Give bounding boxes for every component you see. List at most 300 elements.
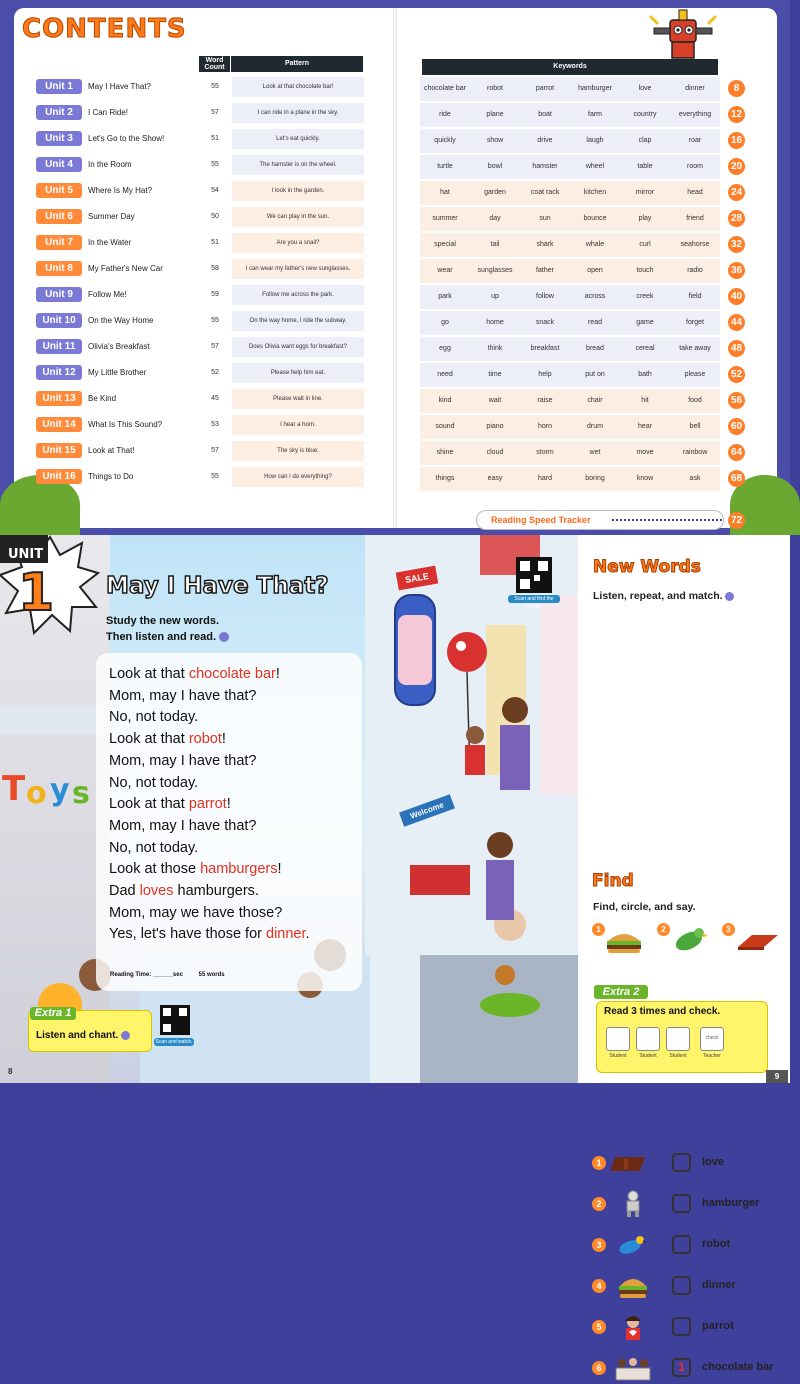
story-title: May I Have That? [106,573,329,599]
page-number-right: 9 [766,1070,788,1083]
welcome-mat: Welcome [399,794,455,827]
keyword: read [587,319,602,326]
robot-icon [612,1190,654,1218]
pattern-sentence: The hamster is on the wheel. [232,155,364,175]
keyword: game [636,319,654,326]
pattern-sentence: I can ride in a plane in the sky. [232,103,364,123]
keyword: summer [432,215,458,222]
unit-badge: Unit 13 [36,391,82,406]
unit-badge: Unit 3 [36,131,82,146]
unit-badge: Unit 6 [36,209,82,224]
keyword: drum [587,423,603,430]
story-text-segment: Dad [109,883,140,900]
keyword-row [420,233,720,257]
unit-row[interactable] [34,284,366,306]
new-word-number: 6 [592,1361,606,1375]
word-count: 55 [211,161,219,168]
new-word-label: dinner [702,1279,736,1291]
story-text-segment: ! [277,861,282,878]
page-number-badge[interactable]: 16 [728,132,745,149]
keyword: head [687,189,703,196]
unit-badge: Unit 8 [36,261,82,276]
keyword: parrot [535,85,555,92]
keyword: love [638,85,652,92]
keyword: hear [637,423,652,430]
unit-row[interactable] [34,180,366,202]
keyword: open [587,267,603,274]
word-count: 53 [211,421,219,428]
keyword: sunglasses [477,267,513,274]
extra1-tag: Extra 1 [30,1007,76,1020]
story-text-segment: Yes, let's have those for [109,926,266,943]
audio-icon[interactable] [725,592,734,601]
keyword: tail [490,241,500,248]
word-count: 57 [211,447,219,454]
contents-title: CONTENTS [22,14,187,44]
new-word-number: 2 [592,1197,606,1211]
pattern-sentence: I look in the garden. [232,181,364,201]
unit-badge: Unit 1 [36,79,82,94]
new-word-label: chocolate bar [702,1361,774,1373]
word-count: 51 [211,239,219,246]
keyword: bell [689,423,701,430]
keyword: boring [585,475,605,482]
new-word-number: 4 [592,1279,606,1293]
unit-row[interactable] [34,154,366,176]
book-spine [393,8,397,528]
story-text-segment: . [305,926,310,943]
story-text-segment: Mom, may we have those? [109,904,283,921]
unit-title: My Father's New Car [88,264,163,273]
qr-code-tracks[interactable] [516,557,552,593]
unit-badge: Unit 15 [36,443,82,458]
story-text-segment: Look at that [109,796,189,813]
word-count: 57 [211,109,219,116]
story-line [109,903,310,925]
word-count: 54 [211,187,219,194]
pattern-sentence: Look at that chocolate bar! [232,77,364,97]
keyword: seahorse [680,241,710,248]
new-word-row [590,1313,790,1343]
keyword: robot [487,85,503,92]
reading-time-label: Reading Time: ______sec [110,972,183,978]
check-box-student-2[interactable] [636,1027,660,1051]
page-number-badge[interactable]: 32 [728,236,745,253]
new-word-row [590,1149,790,1179]
keyword: home [486,319,504,326]
match-box[interactable] [672,1235,691,1254]
story-text-segment: hamburgers. [173,883,259,900]
unit-title: Be Kind [88,394,117,403]
check-label: Teacher [703,1053,721,1059]
page-number-badge[interactable]: 40 [728,288,745,305]
keyword-row [420,129,720,153]
love-icon [612,1313,654,1341]
extra1-text: Listen and chant. [36,1030,130,1041]
page-number-badge[interactable]: 60 [728,418,745,435]
new-word-label: parrot [702,1320,734,1332]
keyword: wait [488,397,502,404]
keyword: help [538,371,552,378]
keyword: bowl [487,163,503,170]
unit-row[interactable] [34,466,366,488]
story-text-segment: ! [226,796,231,813]
pattern-sentence: Let's eat quickly. [232,129,364,149]
hamburger-icon [612,1272,654,1300]
study-line-1: Study the new words. [106,615,220,627]
story-word-count: 55 words [198,972,225,978]
story-text-segment: No, not today. [109,774,199,791]
match-box[interactable] [672,1317,691,1336]
page-number-badge[interactable]: 68 [728,470,745,487]
story-line [109,859,310,881]
unit-title: Follow Me! [88,290,127,299]
store-scene [0,535,578,1083]
story-text-segment: No, not today. [109,709,199,726]
keyword: chair [587,397,603,404]
svg-text:y: y [50,773,70,808]
check-box-student-3[interactable] [666,1027,690,1051]
page-number-badge[interactable]: 44 [728,314,745,331]
new-word-number: 5 [592,1320,606,1334]
chocolate-bar-icon [612,1149,654,1177]
unit-title: On the Way Home [88,316,154,325]
qr-code-watch[interactable] [160,1005,190,1035]
keyword: things [435,475,455,482]
keyword: laugh [586,137,604,144]
page-number-badge[interactable]: 20 [728,158,745,175]
word-count: 52 [211,369,219,376]
audio-icon[interactable] [219,632,229,642]
unit-badge: Unit 11 [36,339,82,354]
unit-row[interactable] [34,102,366,124]
keyword: ride [439,111,451,118]
keyword-row [420,103,720,127]
tracker-page-number: 72 [728,512,745,529]
keyword: ask [689,475,701,482]
story-line [109,707,310,729]
story-text-segment: No, not today. [109,839,199,856]
story-line [109,838,310,860]
unit-title: Things to Do [88,472,134,481]
keyword: egg [439,345,451,352]
keyword: bounce [583,215,607,222]
keyword-row [420,155,720,179]
check-label: Student [639,1053,657,1059]
unit-row[interactable] [34,232,366,254]
keyword: across [584,293,606,300]
keyword: take away [679,345,711,352]
pattern-sentence: Please wait in line. [232,389,364,409]
keyword-row [420,415,720,439]
keyword: storm [536,449,554,456]
story-text-segment: Mom, may I have that? [109,817,257,834]
unit-badge: Unit 2 [36,105,82,120]
reading-time [110,972,225,978]
new-word-number: 1 [592,1156,606,1170]
word-count-header: Word Count [199,56,230,72]
scan-watch-caption: Scan and watch. [155,1039,193,1045]
story-keyword: hamburgers [200,861,278,878]
word-count: 51 [211,135,219,142]
unit-badge: Unit 12 [36,365,82,380]
story-text-segment: Look at that [109,731,189,748]
keyword: radio [687,267,703,274]
keyword: hit [641,397,649,404]
find-title: Find [592,871,634,891]
find-number: 1 [592,923,605,936]
study-line-2: Then listen and read. [106,629,229,645]
keyword: cereal [635,345,655,352]
check-box-student-1[interactable] [606,1027,630,1051]
new-words-title: New Words [593,557,701,577]
keyword: think [487,345,503,352]
new-word-label: hamburger [702,1197,760,1209]
unit-title: Olivia's Breakfast [88,342,150,351]
keyword: roar [688,137,702,144]
new-word-row [590,1354,790,1384]
keyword: horn [537,423,552,430]
parrot-icon [612,1231,654,1259]
unit-row[interactable] [34,206,366,228]
keyword: boat [538,111,552,118]
keyword: food [688,397,702,404]
keyword: rainbow [682,449,708,456]
page-number-badge[interactable]: 36 [728,262,745,279]
pattern-sentence: On the way home, I ride the subway. [232,311,364,331]
page-number-badge[interactable]: 64 [728,444,745,461]
keyword: country [633,111,657,118]
keyword-row [420,311,720,335]
keyword: everything [678,111,712,118]
keyword: easy [487,475,503,482]
keyword: father [536,267,554,274]
keyword-row [420,259,720,283]
story-text-segment: Mom, may I have that? [109,752,257,769]
page-number-badge[interactable]: 12 [728,106,745,123]
word-count: 50 [211,213,219,220]
unit-title: Let's Go to the Show! [88,134,165,143]
story-line [109,751,310,773]
hamburger-icon [604,929,644,955]
keyword-row [420,363,720,387]
pattern-sentence: Follow me across the park. [232,285,364,305]
pattern-sentence: We can play in the sun. [232,207,364,227]
story-text-segment: Look at those [109,861,201,878]
new-word-label: love [702,1156,725,1168]
dinner-icon [612,1354,654,1382]
story-line [109,816,310,838]
unit-badge: Unit 14 [36,417,82,432]
word-count: 59 [211,291,219,298]
keyword: plane [486,111,504,118]
story-line [109,924,310,946]
story-keyword: robot [188,731,222,748]
keyword: coat rack [530,189,560,196]
new-word-row [590,1231,790,1261]
new-word-row [590,1190,790,1220]
scan-tracks-caption: Scan and find the tracks. [508,595,560,603]
story-text-segment: Mom, may I have that? [109,687,257,704]
unit-row[interactable] [34,258,366,280]
page-number-badge[interactable]: 52 [728,366,745,383]
find-item-chocolate[interactable] [722,923,774,957]
keyword: room [687,163,703,170]
contents-spread [0,0,790,535]
keyword-row [420,77,720,101]
keyword: creek [636,293,654,300]
unit-title: In the Water [88,238,132,247]
unit1-spread [0,535,790,1374]
find-instruction: Find, circle, and say. [593,901,696,913]
keyword: bread [586,345,604,352]
page-number-badge[interactable]: 8 [728,80,745,97]
extra2-tag: Extra 2 [594,985,648,999]
pattern-sentence: Are you a snail? [232,233,364,253]
page-number-badge[interactable]: 24 [728,184,745,201]
keyword: friend [686,215,704,222]
keyword: whale [585,241,605,248]
keyword: snack [535,319,555,326]
keyword: farm [588,111,602,118]
keyword: follow [536,293,554,300]
word-count: 45 [211,395,219,402]
pattern-sentence: Please help him eat. [232,363,364,383]
robot-mascot-icon [646,6,720,64]
unit-badge: Unit 10 [36,313,82,328]
story-text-segment: ! [221,731,226,748]
keyword: need [437,371,453,378]
keyword-row [420,207,720,231]
pattern-header: Pattern [231,56,363,72]
word-count: 57 [211,343,219,350]
story-line [109,686,310,708]
pattern-sentence: The sky is blue. [232,441,364,461]
story-text [109,664,310,946]
keyword: kitchen [583,189,607,196]
new-word-number: 3 [592,1238,606,1252]
page-number-badge[interactable]: 48 [728,340,745,357]
keyword: sound [435,423,455,430]
keyword: up [491,293,499,300]
keyword: hamster [532,163,558,170]
unit-badge: Unit 7 [36,235,82,250]
keyword: raise [537,397,553,404]
unit-badge: Unit 5 [36,183,82,198]
teacher-check-text: check [705,1035,719,1041]
unit-title: Summer Day [88,212,135,221]
unit-title: My Little Brother [88,368,147,377]
chocolate-bar-icon [734,931,780,951]
keyword: turtle [437,163,453,170]
pattern-sentence: Does Olivia want eggs for breakfast? [232,337,364,357]
match-box[interactable] [672,1276,691,1295]
keyword: hat [440,189,450,196]
unit-row[interactable] [34,336,366,358]
keyword: special [434,241,456,248]
keyword: play [638,215,652,222]
unit-title: May I Have That? [88,82,151,91]
keyword: kind [438,397,452,404]
unit-row[interactable] [34,414,366,436]
keyword-row [420,467,720,491]
story-keyword: loves [139,883,174,900]
new-word-label: robot [702,1238,731,1250]
keyword-row [420,285,720,309]
keyword: move [636,449,654,456]
svg-text:T: T [2,769,26,809]
keyword: wheel [585,163,605,170]
keyword: clap [638,137,652,144]
keyword: put on [585,371,605,378]
keyword: cloud [486,449,504,456]
extra2-text: Read 3 times and check. [604,1006,721,1017]
keyword: day [489,215,501,222]
word-count: 55 [211,317,219,324]
reading-speed-tracker[interactable]: Reading Speed Tracker [476,510,724,530]
keyword: show [486,137,504,144]
unit-label: UNIT [8,547,44,562]
find-item-parrot[interactable] [657,923,709,957]
page-number-badge[interactable]: 56 [728,392,745,409]
unit-title: What Is This Sound? [88,420,163,429]
unit-row[interactable] [34,128,366,150]
unit-row[interactable] [34,310,366,332]
keyword: sun [539,215,551,222]
story-keyword: parrot [188,796,227,813]
keyword: dinner [685,85,705,92]
svg-text:o: o [26,776,47,811]
audio-icon[interactable] [121,1031,130,1040]
keyword: go [441,319,449,326]
keyword: wet [589,449,601,456]
match-box[interactable]: 1 [672,1358,691,1377]
unit-row[interactable] [34,76,366,98]
keyword: shine [436,449,454,456]
match-box[interactable] [672,1194,691,1213]
keyword-row [420,441,720,465]
story-keyword: chocolate bar [188,666,276,682]
keyword: drive [537,137,553,144]
study-instruction [106,613,229,645]
page-number-badge[interactable]: 28 [728,210,745,227]
keyword-row [420,337,720,361]
unit-title: In the Room [88,160,132,169]
unit-title: Look at That! [88,446,135,455]
keyword: forget [686,319,704,326]
keyword: breakfast [530,345,560,352]
keywords-header: Keywords [422,59,718,75]
tracker-leader-dots [612,519,722,521]
keyword: shark [536,241,554,248]
unit-row[interactable] [34,440,366,462]
keyword: time [488,371,502,378]
word-count: 55 [211,83,219,90]
pattern-sentence: I can wear my father's new sunglasses. [232,259,364,279]
page-number-left: 8 [8,1067,13,1076]
story-text-segment: ! [275,666,280,682]
keyword: piano [486,423,504,430]
find-item-hamburger[interactable] [592,923,644,957]
match-box[interactable] [672,1153,691,1172]
unit-title: I Can Ride! [88,108,129,117]
story-keyword: dinner [266,926,306,943]
sale-sign: SALE [396,566,439,591]
unit-row[interactable] [34,388,366,410]
keyword: know [636,475,654,482]
unit-row[interactable] [34,362,366,384]
unit-badge: Unit 9 [36,287,82,302]
